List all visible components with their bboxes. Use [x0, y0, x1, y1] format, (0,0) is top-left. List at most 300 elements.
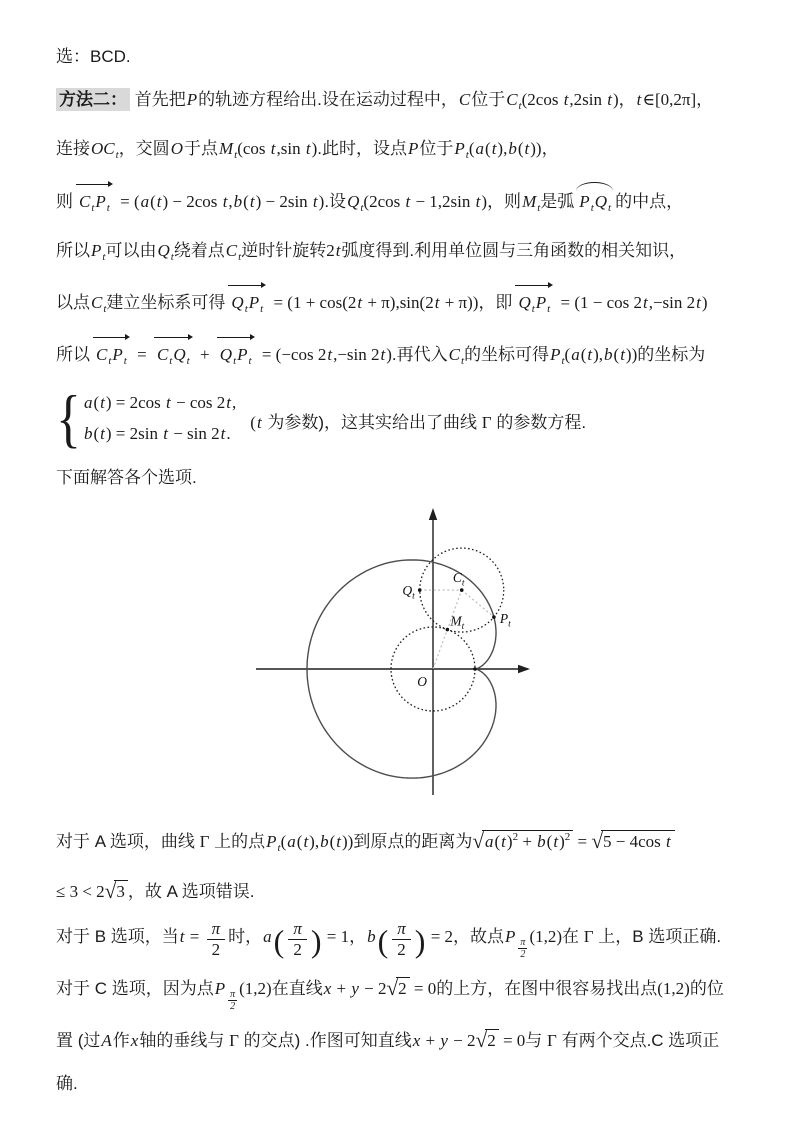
math-subscript: t [103, 303, 107, 315]
cn-text: 选：BCD. [56, 47, 131, 66]
math-roman: Γ [229, 1030, 239, 1050]
option-a-line-1 [56, 826, 762, 863]
option-c-line-3 [56, 1069, 762, 1099]
parametric-equations: { a(t) = 2cos t − cos 2t, b(t) = 2sin t − sin 2t. (t 为参数)，这其实给出了曲线 Γ 的参数方程. [56, 383, 587, 455]
math-var: P [186, 90, 198, 109]
label-Q: $Q_t$ [402, 583, 415, 602]
math-roman: Γ [547, 1030, 557, 1050]
cn-text: 的坐标可得 [464, 345, 550, 364]
cn-text: 是弧 [540, 192, 575, 211]
math-var: t [163, 424, 168, 443]
math-subscript: t [248, 355, 252, 367]
math-roman: ) = 2cos [105, 393, 166, 412]
math-var: M [218, 139, 234, 158]
math-roman: (cos [237, 139, 270, 158]
math-var: t [491, 139, 497, 158]
math-var: π [293, 919, 302, 938]
math-roman: , [232, 393, 237, 412]
cn-text: 有两个交点.C 选项正 [556, 1030, 720, 1050]
math-var: b [233, 192, 243, 211]
math-roman: Γ [481, 412, 492, 432]
math-var: t [335, 241, 341, 260]
cn-text: 建立坐标系可得 [106, 293, 226, 312]
radical-sign: √ [104, 879, 117, 903]
math-var: t [524, 139, 530, 158]
math-roman: = 1 [322, 926, 350, 946]
math-subscript: t [102, 251, 106, 263]
math-var: b [537, 832, 546, 851]
math-roman: ( [580, 345, 587, 364]
math-roman: + [195, 345, 214, 364]
option-a-line-2 [56, 876, 762, 907]
cn-text: 确. [56, 1073, 78, 1093]
math-roman: ) [386, 345, 392, 364]
cn-text: 可以由 [105, 241, 157, 260]
fraction-numerator: π [520, 936, 526, 948]
math-roman: 2 [211, 939, 221, 959]
label-O: O [417, 674, 427, 689]
math-subscript: t [465, 149, 469, 161]
math-roman: + [421, 1030, 440, 1050]
math-var: t [357, 293, 363, 312]
math-roman: ) [311, 139, 318, 158]
cn-text: 在直线 [271, 978, 323, 998]
math-roman: (1,2) [529, 926, 563, 946]
math-var: P [214, 978, 226, 998]
math-subscript: t [461, 355, 465, 367]
cn-text: .再代入 [391, 345, 448, 364]
math-roman: = ( [115, 192, 140, 211]
math-var: t [179, 926, 185, 946]
math-roman: Γ [199, 832, 210, 851]
math-var: t [305, 139, 311, 158]
math-var: C [506, 90, 518, 109]
point-Q [418, 588, 422, 592]
cn-text: 为参数)，这其实给出了曲线 [262, 412, 482, 432]
math-var: P [454, 139, 465, 158]
math-var: M [522, 192, 537, 211]
math-subscript: t [169, 355, 173, 367]
cn-text: ，则 [487, 192, 522, 211]
math-subscript: t [238, 251, 242, 263]
x-axis-arrow [518, 665, 530, 673]
cn-text: 的上方，在图中很容易找出点 [436, 978, 658, 998]
fraction-numerator: π [230, 988, 236, 1000]
fraction-denominator: 2 [230, 1000, 236, 1012]
cn-text: ， [696, 90, 714, 109]
math-var: OC [91, 139, 115, 158]
math-var: t [563, 90, 569, 109]
label-P: $P_t$ [499, 611, 511, 630]
geometry-figure [250, 506, 550, 802]
math-var: t [475, 192, 481, 211]
math-subscript: t [106, 202, 110, 214]
math-var: t [166, 393, 171, 412]
math-var: a [263, 926, 272, 946]
math-var: Q [219, 345, 233, 364]
math-var: A [101, 1030, 112, 1050]
math-roman: = [132, 345, 151, 364]
cn-text: 以点 [56, 293, 90, 312]
math-roman: . [226, 424, 231, 443]
cn-text: 的坐标为 [637, 345, 706, 364]
label-M: $M_t$ [450, 613, 465, 633]
math-var: t [312, 192, 318, 211]
math-roman: ,2sin [569, 90, 607, 109]
math-superscript: 2 [564, 831, 571, 843]
cn-text: 下面解答各个选项. [56, 468, 197, 487]
cn-text: 的参数方程. [491, 412, 587, 432]
math-roman: ) = 2sin [105, 424, 163, 443]
math-subscript: t [277, 842, 281, 854]
method-label: 方法二： [56, 88, 130, 111]
math-roman: + π)) [440, 293, 479, 312]
cn-text: 弧度得到.利用单位圆与三角函数的相关知识， [341, 241, 687, 260]
math-var: t [256, 412, 262, 432]
radical-sign: √ [386, 975, 399, 1000]
math-roman: = (−cos 2 [257, 345, 327, 364]
vector-notation [228, 285, 266, 324]
cn-text: 对于 C 选项，因为点 [56, 978, 214, 998]
math-roman: )) [342, 832, 354, 851]
math-roman: = 2 [426, 926, 454, 946]
math-roman: ( [93, 424, 100, 443]
math-var: t [405, 192, 411, 211]
math-var: a [83, 393, 93, 412]
math-subscript: t [170, 251, 174, 263]
math-roman: ( [280, 832, 287, 851]
math-var: t [226, 393, 232, 412]
math-roman: = (1 + cos(2 [269, 293, 357, 312]
math-var: P [266, 832, 277, 851]
math-roman: ( [329, 832, 336, 851]
math-subscript: t [260, 303, 264, 315]
math-var: t [696, 293, 701, 312]
cases-lines [83, 389, 236, 451]
math-var: t [553, 832, 559, 851]
math-var: a [287, 832, 296, 851]
math-roman: 3 [116, 882, 125, 901]
cn-text: ，即 [478, 293, 513, 312]
method-2-intro [56, 85, 762, 121]
cn-text: ，交圆 [118, 139, 170, 158]
cn-text: 与 [525, 1030, 548, 1050]
math-roman: 5 − 4cos [603, 832, 666, 851]
cn-text: 时， [228, 926, 263, 946]
cn-text: 置 (过 [56, 1030, 101, 1050]
radical-sign: √ [475, 1027, 488, 1052]
math-roman: 2 [293, 939, 302, 959]
math-roman: ( [494, 832, 501, 851]
vector-notation [217, 337, 255, 376]
math-var: a [475, 139, 485, 158]
math-var: t [434, 293, 440, 312]
cn-text: 位于 [471, 90, 506, 109]
arc-notation [576, 183, 613, 223]
label-C: $C_t$ [452, 570, 465, 589]
math-var: b [367, 926, 376, 946]
cn-text: 的位 [689, 978, 724, 998]
subscript-fraction [228, 989, 237, 1012]
math-var: t [327, 345, 333, 364]
math-roman: ) [318, 192, 325, 211]
math-roman: ) − 2sin [255, 192, 312, 211]
math-subscript: t [561, 355, 565, 367]
cn-text: ，故点 [453, 926, 505, 946]
math-var: t [636, 90, 642, 109]
math-var: t [620, 345, 625, 364]
math-var: t [666, 832, 671, 851]
math-var: Q [594, 192, 608, 211]
math-var: P [237, 345, 248, 364]
fraction [288, 920, 307, 960]
math-var: Q [518, 293, 531, 312]
fraction-denominator [207, 940, 226, 960]
option-c-line-2 [56, 1025, 762, 1056]
math-var: π [397, 919, 406, 938]
math-var: t [380, 345, 386, 364]
math-roman: 2 [326, 241, 335, 260]
math-var: a [571, 345, 580, 364]
equation-line [83, 420, 236, 447]
math-var: a [140, 192, 150, 211]
math-var: t [249, 192, 255, 211]
overline-group [485, 1029, 499, 1051]
fraction-denominator [288, 940, 307, 960]
cases-remark [250, 408, 586, 433]
math-var: t [100, 393, 105, 412]
math-var: C [448, 345, 460, 364]
math-var: P [408, 139, 419, 158]
math-var: b [604, 345, 613, 364]
math-roman: (2cos [521, 90, 563, 109]
math-var: P [535, 293, 547, 312]
cn-text: ， [618, 90, 636, 109]
math-subscript: t [547, 303, 551, 315]
math-var: b [508, 139, 517, 158]
math-roman: ( [564, 345, 571, 364]
cn-text: 的中点， [615, 192, 684, 211]
math-roman: 2 [487, 1030, 496, 1050]
math-subscript: t [531, 303, 535, 315]
line-vector-sum [56, 337, 762, 376]
math-roman: = (1 − cos 2 [556, 293, 642, 312]
math-var: C [79, 192, 91, 211]
math-roman: − 2 [359, 978, 387, 998]
math-roman: ≤ 3 < 2 [56, 882, 105, 901]
math-var: C [156, 345, 169, 364]
math-roman: + [332, 978, 351, 998]
cn-text: 所以 [56, 241, 90, 260]
subscript-fraction [518, 937, 527, 960]
math-roman: (1,2) [239, 978, 272, 998]
math-subscript: t [91, 202, 95, 214]
math-var: Q [231, 293, 244, 312]
math-var: t [156, 192, 162, 211]
point-P [492, 615, 496, 619]
overline-group [396, 977, 410, 999]
math-var: x [412, 1030, 421, 1050]
math-roman: ) [506, 832, 513, 851]
math-var: x [130, 1030, 139, 1050]
cn-text: 上的点 [209, 832, 266, 851]
math-var: Q [347, 192, 360, 211]
math-roman: − 1,2sin [411, 192, 475, 211]
math-roman: ( [250, 412, 256, 432]
math-roman: ( [517, 139, 524, 158]
math-roman: + [518, 832, 537, 851]
math-var: b [320, 832, 329, 851]
math-roman: ) [559, 832, 565, 851]
math-subscript: t [537, 202, 541, 214]
math-roman: ) [701, 293, 708, 312]
math-var: t [607, 90, 612, 109]
math-var: y [351, 978, 359, 998]
line-qtpt [56, 285, 762, 324]
math-roman: ,sin [276, 139, 305, 158]
line-vector-ctpt [56, 183, 762, 223]
big-paren: ) [310, 922, 322, 959]
math-subscript: t [360, 202, 364, 214]
math-roman: )) [625, 345, 638, 364]
math-var: Q [157, 241, 170, 260]
math-var: Q [173, 345, 186, 364]
math-var: b [83, 424, 93, 443]
point-C [460, 588, 464, 592]
math-var: C [458, 90, 471, 109]
line-connect [56, 134, 762, 170]
line-next-options [56, 463, 762, 493]
cn-text: 对于 B 选项，当 [56, 926, 179, 946]
overline-group [114, 880, 128, 902]
math-var: P [112, 345, 123, 364]
cn-text: 上，B 选项正确. [593, 926, 722, 946]
math-var: C [225, 241, 238, 260]
math-subscript: t [244, 303, 248, 315]
math-roman: ( [243, 192, 249, 211]
cn-text: 则 [56, 192, 73, 211]
math-var: t [303, 832, 309, 851]
math-roman: ( [468, 139, 475, 158]
math-roman: ), [309, 832, 320, 851]
math-roman: 2 [398, 978, 407, 998]
math-roman: ( [296, 832, 303, 851]
math-roman: ) [481, 192, 488, 211]
cn-text: ， [349, 926, 367, 946]
math-subscript: t [108, 355, 112, 367]
math-var: t [220, 424, 226, 443]
math-var: t [642, 293, 648, 312]
math-var: P [550, 345, 561, 364]
math-roman: ) [613, 90, 619, 109]
vector-notation [93, 337, 130, 376]
cn-text: 的轨迹方程给出.设在运动过程中， [198, 90, 458, 109]
fraction [392, 920, 411, 960]
math-subscript: t [608, 202, 612, 214]
math-var: P [579, 192, 590, 211]
math-roman: ) − 2cos [162, 192, 222, 211]
math-var: t [100, 424, 105, 443]
big-paren: ) [414, 922, 426, 959]
math-roman: = 0 [498, 1030, 526, 1050]
line-rotation [56, 236, 762, 272]
math-var: t [587, 345, 593, 364]
option-c-line-1 [56, 973, 762, 1012]
answer-line [56, 42, 762, 72]
math-roman: ( [485, 139, 491, 158]
math-var: O [170, 139, 183, 158]
overline-group [482, 830, 573, 852]
fraction [207, 920, 226, 960]
cn-text: 连接 [56, 139, 90, 158]
math-roman: − sin 2 [168, 424, 220, 443]
math-roman: 2 [397, 939, 406, 959]
math-var: t [501, 832, 506, 851]
math-subscript: t [115, 149, 119, 161]
cn-text: 所以 [56, 345, 90, 364]
cn-text: ，故 A 选项错误. [127, 882, 255, 901]
math-var: C [96, 345, 108, 364]
math-var: π [211, 919, 221, 938]
cn-text: 对于 A 选项，曲线 [56, 832, 200, 851]
math-roman: = [185, 926, 204, 946]
math-subscript: t [234, 149, 238, 161]
cn-text: 于点 [183, 139, 218, 158]
math-roman: (2cos [363, 192, 405, 211]
cn-text: 逆时针旋转 [241, 241, 327, 260]
math-roman: ( [93, 393, 100, 412]
cn-text: 轴的垂线与 [139, 1030, 230, 1050]
math-subscript: t [186, 355, 190, 367]
math-roman: Γ [583, 926, 594, 946]
point-cusp [473, 667, 477, 671]
math-roman: − 2 [448, 1030, 476, 1050]
cn-text: ， [541, 139, 559, 158]
math-roman: ( [613, 345, 620, 364]
equation-line [83, 389, 236, 416]
math-roman: = [573, 832, 592, 851]
math-roman: ,−sin 2 [648, 293, 696, 312]
fraction-numerator [207, 920, 226, 940]
math-roman: (1,2) [657, 978, 690, 998]
math-roman: ), [593, 345, 604, 364]
math-var: x [323, 978, 332, 998]
option-b-line [56, 920, 762, 960]
math-roman: )) [530, 139, 542, 158]
math-roman: ( [150, 192, 156, 211]
fraction-denominator: 2 [520, 948, 526, 960]
math-roman: , [228, 192, 233, 211]
math-roman: = 0 [409, 978, 437, 998]
math-superscript: 2 [512, 831, 519, 843]
math-subscript: t [123, 355, 127, 367]
cn-text: 到原点的距离为 [353, 832, 473, 851]
math-var: P [505, 926, 516, 946]
math-roman: ∈[0,2π] [642, 90, 697, 109]
point-M [446, 628, 450, 632]
cn-text: .设 [324, 192, 347, 211]
vector-notation [154, 337, 193, 376]
cn-text: 首先把 [130, 90, 186, 109]
math-roman: + π),sin(2 [363, 293, 434, 312]
cn-text: .此时，设点 [317, 139, 407, 158]
math-var: C [91, 293, 103, 312]
radical-sign: √ [472, 829, 484, 853]
math-var: P [95, 192, 106, 211]
math-roman: ), [497, 139, 508, 158]
fraction-denominator [392, 940, 411, 960]
math-var: P [91, 241, 102, 260]
